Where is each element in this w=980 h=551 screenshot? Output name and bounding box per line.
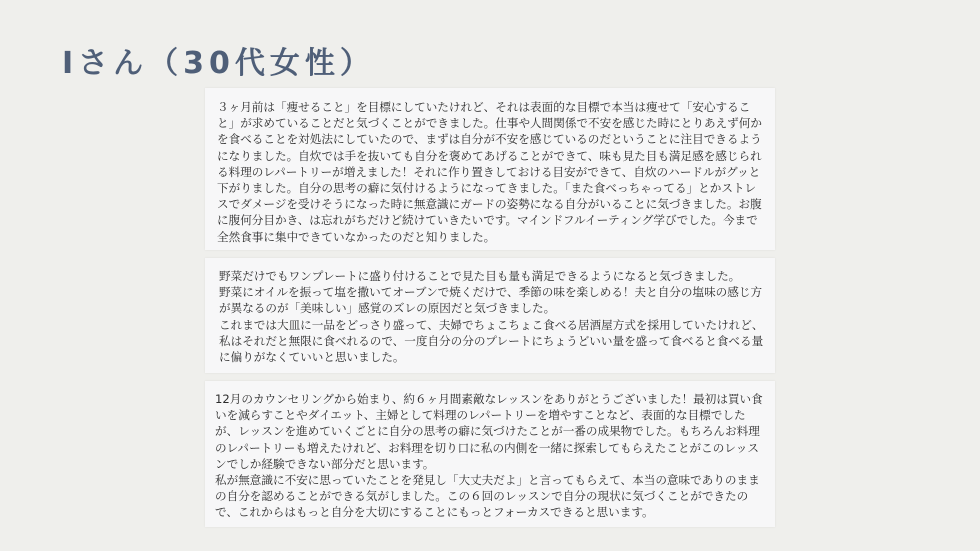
testimonial-card-1: ３ヶ月前は「痩せること」を目標にしていたけれど、それは表面的な目標で本当は痩せて「安心すること」が求めていることだと気づくことができました。仕事や人間関係で不安を感じた時にとりあえず何かを食べることを対処法にしていたので、まずは自分が不安を感じているのだということに注目できるようになりました。自炊では手を抜いても自分を褒めてあげることができて、味も見た目も満足感を感じられる料理のレパートリーが増えました！それに作り置きしておける目安ができて、自炊のハードルがグッと下がりました。自分の思考の癖に気付けるようになってきました。「また食べっちゃってる」とかストレスでダメージを受けそうになった時に無意識にガードの姿勢になる自分がいることに気づきました。お腹に腹何分目かき、は忘れがちだけど続けていきたいです。マインドフルイーティング学びでした。今まで全然食事に集中できていなかったのだと知りました。 — [205, 88, 775, 250]
page-title: Iさん（30代女性） — [62, 46, 375, 81]
testimonial-card-3: 12月のカウンセリングから始まり、約６ヶ月間素敵なレッスンをありがとうございました！最初は買い食いを減らすことやダイエット、主婦として料理のレパートリーを増やすことなど、表面的な目標でしたが、レッスンを進めていくごとに自分の思考の癖に気づけたことが一番の成果物でした。もちろんお料理のレパートリーも増えたけれど、お料理を切り口に私の内側を一緒に探索してもらえたことがこのレッスンでしか経験できない部分だと思います。 私が無意識に不安に思っていたことを発見し「大丈夫だよ」と言ってもらえて、本当の意味でありのままの自分を認めることができる気がしました。この６回のレッスンで自分の現状に気づくことができたので、これからはもっと自分を大切にすることにもっとフォーカスできると思います。 — [205, 381, 775, 527]
testimonial-card-2: 野菜だけでもワンプレートに盛り付けることで見た目も量も満足できるようになると気づきました。 野菜にオイルを振って塩を撒いてオーブンで焼くだけで、季節の味を楽しめる！夫と自分の塩味の感じ方が異なるのが「美味しい」感覚のズレの原因だと気づきました。 これまでは大皿に一品をどっさり盛って、夫婦でちょこちょこ食べる居酒屋方式を採用していたけれど、私はそれだと無限に食べれるので、一度自分の分のプレートにちょうどいい量を盛って食べると食べる量に偏りがなくていいと思いました。 — [205, 258, 775, 373]
